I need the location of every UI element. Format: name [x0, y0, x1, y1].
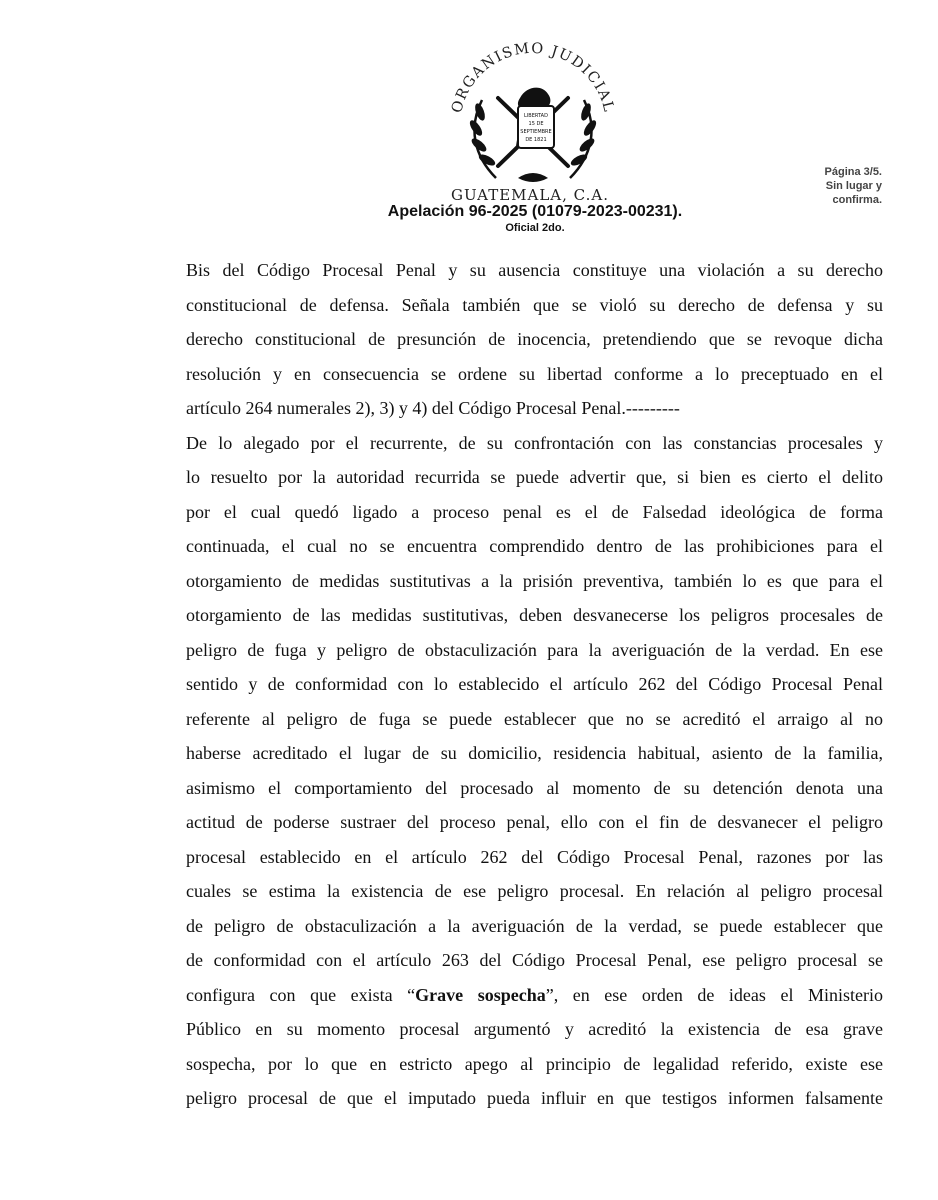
- text-segment: configura con que exista “: [186, 984, 416, 1005]
- case-title: Apelación 96-2025 (01079-2023-00231).: [387, 203, 683, 220]
- page-margin-note: [790, 165, 882, 207]
- seal-city-label: GUATEMALA, C.A.: [451, 186, 609, 204]
- text-segment: ”, en ese orden de ideas el Ministerio: [545, 984, 884, 1005]
- body-line: de conformidad con el artículo 263 del Código Procesal Penal, ese peligro procesal se: [186, 950, 883, 970]
- body-line: procesal establecido en el artículo 262 del Código Procesal Penal, razones por las: [186, 846, 883, 867]
- body-line: continuada, el cual no se encuentra comprendido dentro de las prohibiciones para el: [186, 536, 883, 556]
- svg-text:LIBERTAD: LIBERTAD: [524, 113, 548, 119]
- body-line: Público en su momento procesal argumentó y acreditó la existencia de esa grave: [186, 1019, 883, 1039]
- body-line: cuales se estima la existencia de ese peligro procesal. En relación al peligro procesal: [186, 881, 883, 901]
- scroll-icon: [518, 106, 554, 148]
- body-line: otorgamiento de medidas sustitutivas a la prisión preventiva, también lo es que para el: [186, 570, 883, 591]
- body-line: referente al peligro de fuga se puede establecer que no se acreditó el arraigo al no: [186, 708, 883, 729]
- body-line: De lo alegado por el recurrente, de su confrontación con las constancias procesales y: [186, 432, 883, 453]
- body-line: constitucional de defensa. Señala también que se violó su derecho de defensa y su: [186, 294, 883, 315]
- body-line: Bis del Código Procesal Penal y su ausencia constituye una violación a su derecho: [186, 260, 883, 280]
- body-line: actitud de poderse sustraer del proceso penal, ello con el fin de desvanecer el peligro: [186, 812, 883, 832]
- body-line: haberse acreditado el lugar de su domicilio, residencia habitual, asiento de la familia,: [186, 743, 883, 763]
- body-line: de peligro de obstaculización a la averiguación de la verdad, se puede establecer que: [186, 915, 883, 936]
- body-line: sospecha, por lo que en estricto apego al principio de legalidad referido, existe ese: [186, 1053, 883, 1074]
- svg-text:SEPTIEMBRE: SEPTIEMBRE: [520, 129, 552, 135]
- document-body: [186, 253, 883, 1116]
- margin-note-line: Página 3/5.: [824, 166, 882, 178]
- svg-text:15 DE: 15 DE: [528, 121, 544, 127]
- body-line: otorgamiento de las medidas sustitutivas, deben desvanecerse los peligros procesales de: [186, 605, 883, 625]
- margin-note-line: Sin lugar y: [825, 180, 882, 192]
- body-line: por el cual quedó ligado a proceso penal es el de Falsedad ideológica de forma: [186, 501, 883, 522]
- body-line: artículo 264 numerales 2), 3) y 4) del Código Procesal Penal.---------: [186, 398, 680, 418]
- body-line: derecho constitucional de presunción de inocencia, pretendiendo que se revoque dicha: [186, 329, 883, 349]
- body-line: sentido y de conformidad con lo establecido el artículo 262 del Código Procesal Penal: [186, 674, 883, 694]
- organismo-judicial-seal: [438, 28, 628, 208]
- body-line-grave-sospecha: [186, 978, 883, 1013]
- body-line: peligro de fuga y peligro de obstaculización para la averiguación de la verdad. En ese: [186, 639, 883, 660]
- body-line: resolución y en consecuencia se ordene su libertad conforme a lo preceptuado en el: [186, 363, 883, 384]
- margin-note-line: confirma.: [832, 194, 882, 206]
- body-line: peligro procesal de que el imputado pueda influir en que testigos informen falsamente: [186, 1088, 883, 1108]
- svg-text:DE 1821: DE 1821: [525, 137, 547, 143]
- ribbon-icon: [518, 173, 548, 182]
- office-label: Oficial 2do.: [505, 222, 565, 234]
- seal-arc-text: ORGANISMO JUDICIAL: [449, 40, 617, 115]
- grave-sospecha-emphasis: Grave sospecha: [415, 984, 546, 1005]
- body-line: asimismo el comportamiento del procesado al momento de su detención denota una: [186, 777, 883, 798]
- body-line: lo resuelto por la autoridad recurrida se puede advertir que, si bien es cierto el delito: [186, 467, 883, 487]
